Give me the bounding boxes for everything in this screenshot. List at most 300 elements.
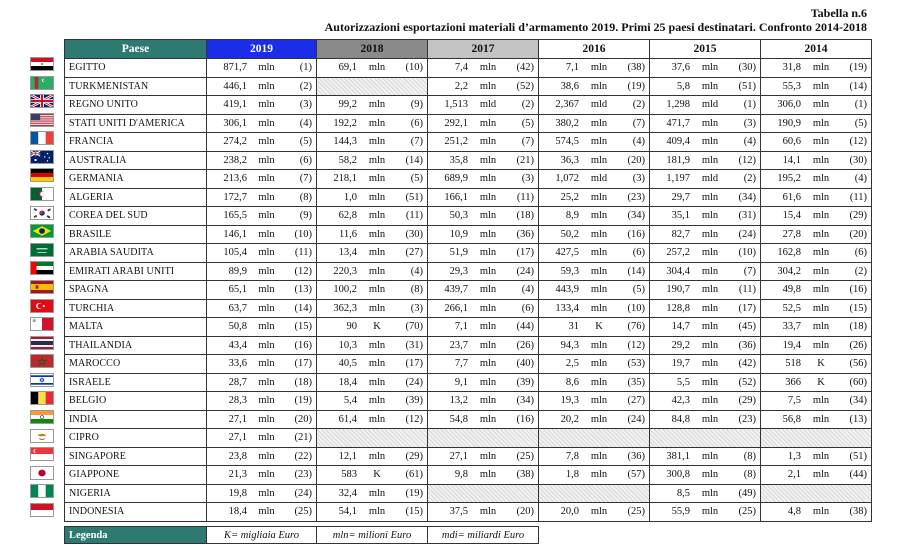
rank: (5) [521, 117, 534, 129]
value: 27,1 [228, 432, 247, 444]
value-cell-2015 [650, 392, 761, 411]
uk-flag [30, 94, 54, 108]
rank: (15) [849, 302, 867, 314]
unit: mln [590, 395, 608, 407]
value: 37,5 [449, 506, 468, 518]
rank: (20) [849, 228, 867, 240]
value-cell-2019 [207, 96, 317, 115]
value: 61,6 [782, 191, 801, 203]
country-name: ALGERIA [65, 188, 207, 207]
value-cell-2017 [428, 151, 539, 170]
value-cell-2016 [539, 151, 650, 170]
indonesia-flag [30, 503, 54, 517]
rank: (24) [738, 228, 756, 240]
header-year-2019: 2019 [207, 40, 317, 59]
uae-flag [30, 261, 54, 275]
value: 29,7 [671, 191, 690, 203]
value-cell-2014 [761, 447, 872, 466]
rank: (45) [738, 321, 756, 333]
value-cell-2014 [761, 114, 872, 133]
value-cell-2016 [539, 77, 650, 96]
empty-cell-2014 [761, 429, 872, 448]
rank: (25) [294, 506, 312, 518]
value: 11,6 [339, 228, 357, 240]
unit: mln [812, 136, 830, 148]
rank: (14) [405, 154, 423, 166]
unit: mln [701, 247, 719, 259]
value: 133,4 [555, 302, 579, 314]
value: 32,4 [338, 487, 357, 499]
value-cell-2016 [539, 170, 650, 189]
value-cell-2018 [317, 466, 428, 485]
value-cell-2016 [539, 59, 650, 78]
rank: (4) [299, 117, 312, 129]
unit: mln [258, 339, 275, 351]
unit: mld [590, 99, 608, 111]
value: 43,4 [228, 339, 247, 351]
value-cell-2015 [650, 114, 761, 133]
value: 54,1 [338, 506, 357, 518]
rank: (12) [405, 413, 423, 425]
value: 2,5 [565, 358, 579, 370]
rank: (25) [627, 506, 645, 518]
value: 90 [346, 321, 357, 333]
belgium-flag [30, 391, 54, 405]
value: 213,6 [223, 173, 247, 185]
value: 62,8 [338, 210, 357, 222]
value-cell-2019 [207, 373, 317, 392]
rank: (21) [516, 154, 534, 166]
value-cell-2015 [650, 262, 761, 281]
value: 40,5 [338, 358, 357, 370]
value: 50,2 [560, 228, 579, 240]
table-row [65, 244, 872, 263]
value: 8,5 [676, 487, 690, 499]
unit: mln [258, 321, 275, 333]
value: 192,2 [333, 117, 357, 129]
value: 7,1 [454, 321, 468, 333]
japan-flag [30, 466, 54, 480]
value: 166,1 [444, 191, 468, 203]
table-row [65, 114, 872, 133]
value: 146,1 [223, 228, 247, 240]
rank: (20) [627, 154, 645, 166]
value: 99,2 [338, 99, 357, 111]
value-cell-2015 [650, 96, 761, 115]
empty-cell-2016 [539, 429, 650, 448]
value-cell-2015 [650, 170, 761, 189]
rank: (19) [849, 62, 867, 74]
value: 94,3 [560, 339, 579, 351]
unit: mln [258, 191, 275, 203]
unit: mln [258, 117, 275, 129]
unit: mln [258, 80, 275, 92]
country-name: INDONESIA [65, 503, 207, 522]
value: 28,7 [228, 376, 247, 388]
value: 29,2 [671, 339, 690, 351]
value: 4,8 [787, 506, 801, 518]
value-cell-2019 [207, 114, 317, 133]
rank: (19) [405, 487, 423, 499]
unit: mln [701, 487, 719, 499]
rank: (34) [516, 395, 534, 407]
table-row [65, 355, 872, 374]
header-country: Paese [65, 40, 207, 59]
value-cell-2018 [317, 392, 428, 411]
unit: mln [479, 302, 497, 314]
value: 181,9 [666, 154, 690, 166]
unit: mln [812, 117, 830, 129]
value-cell-2019 [207, 188, 317, 207]
value-cell-2016 [539, 447, 650, 466]
value: 165,5 [223, 210, 247, 222]
rank: (38) [849, 506, 867, 518]
unit: mln [590, 469, 608, 481]
value-cell-2019 [207, 429, 317, 448]
value-cell-2015 [650, 133, 761, 152]
rank: (1) [743, 99, 756, 111]
unit: mln [701, 321, 719, 333]
unit: mln [479, 247, 497, 259]
unit: mld [590, 173, 608, 185]
value: 65,1 [228, 284, 247, 296]
rank: (31) [738, 210, 756, 222]
value-cell-2019 [207, 59, 317, 78]
unit: mln [701, 154, 719, 166]
country-name: SINGAPORE [65, 447, 207, 466]
value-cell-2015 [650, 318, 761, 337]
value-cell-2014 [761, 225, 872, 244]
turkey-flag [30, 299, 54, 313]
value: 306,1 [223, 117, 247, 129]
value-cell-2018 [317, 244, 428, 263]
table-row [65, 410, 872, 429]
empty-cell-2016 [539, 484, 650, 503]
unit: mln [368, 117, 386, 129]
rank: (26) [849, 339, 867, 351]
country-name: THAILANDIA [65, 336, 207, 355]
rank: (3) [632, 173, 645, 185]
value-cell-2017 [428, 114, 539, 133]
rank: (24) [294, 487, 312, 499]
unit: mln [479, 154, 497, 166]
value-cell-2015 [650, 503, 761, 522]
rank: (39) [516, 376, 534, 388]
value: 9,1 [454, 376, 468, 388]
value-cell-2019 [207, 503, 317, 522]
rank: (27) [627, 395, 645, 407]
rank: (7) [521, 136, 534, 148]
rank: (23) [738, 413, 756, 425]
value: 54,8 [449, 413, 468, 425]
rank: (2) [299, 80, 312, 92]
rank: (16) [627, 228, 645, 240]
value-cell-2016 [539, 466, 650, 485]
legend-table [64, 526, 539, 544]
rank: (53) [627, 358, 645, 370]
value-cell-2017 [428, 373, 539, 392]
value: 20,2 [560, 413, 579, 425]
saudi-arabia-flag [30, 243, 54, 257]
rank: (6) [854, 247, 867, 259]
unit: mln [812, 321, 830, 333]
unit: mln [258, 358, 275, 370]
unit: mln [701, 80, 719, 92]
value: 274,2 [223, 136, 247, 148]
unit: mln [479, 210, 497, 222]
rank: (34) [849, 395, 867, 407]
unit: mln [590, 117, 608, 129]
rank: (1) [854, 99, 867, 111]
unit: mln [368, 99, 386, 111]
rank: (5) [632, 284, 645, 296]
unit: mln [479, 265, 497, 277]
value: 362,3 [333, 302, 357, 314]
thailand-flag [30, 336, 54, 350]
value-cell-2014 [761, 262, 872, 281]
value: 35,1 [671, 210, 690, 222]
value-cell-2018 [317, 114, 428, 133]
value-cell-2015 [650, 151, 761, 170]
table-header-row [65, 40, 872, 59]
value-cell-2014 [761, 77, 872, 96]
unit: mln [368, 376, 386, 388]
value-cell-2015 [650, 410, 761, 429]
unit: mln [812, 228, 830, 240]
unit: mln [812, 154, 830, 166]
unit: mln [701, 339, 719, 351]
rank: (23) [294, 469, 312, 481]
table-row [65, 207, 872, 226]
unit: mln [479, 358, 497, 370]
rank: (31) [405, 339, 423, 351]
unit: mln [258, 395, 275, 407]
value-cell-2015 [650, 355, 761, 374]
empty-cell-2017 [428, 429, 539, 448]
value-cell-2018 [317, 262, 428, 281]
value: 2,1 [787, 469, 801, 481]
value: 574,5 [555, 136, 579, 148]
legend-title: Legenda [65, 527, 207, 544]
unit: mln [812, 395, 830, 407]
value: 50,3 [449, 210, 468, 222]
unit: mln [812, 469, 830, 481]
value-cell-2019 [207, 170, 317, 189]
value: 82,7 [671, 228, 690, 240]
value: 380,2 [555, 117, 579, 129]
rank: (52) [738, 376, 756, 388]
unit: mln [479, 117, 497, 129]
unit: mln [479, 284, 497, 296]
value-cell-2016 [539, 281, 650, 300]
rank: (19) [627, 80, 645, 92]
value: 583 [341, 469, 357, 481]
flag-column [30, 57, 54, 521]
rank: (6) [299, 154, 312, 166]
value-cell-2014 [761, 373, 872, 392]
rank: (24) [405, 376, 423, 388]
unit: mln [258, 376, 275, 388]
unit: mln [812, 413, 830, 425]
unit: mln [590, 506, 608, 518]
rank: (8) [743, 469, 756, 481]
rank: (17) [738, 302, 756, 314]
value-cell-2016 [539, 188, 650, 207]
rank: (8) [743, 450, 756, 462]
value-cell-2014 [761, 207, 872, 226]
value-cell-2017 [428, 262, 539, 281]
country-name: INDIA [65, 410, 207, 429]
israel-flag [30, 373, 54, 387]
unit: mln [258, 62, 275, 74]
country-name: REGNO UNITO [65, 96, 207, 115]
rank: (20) [294, 413, 312, 425]
unit: mln [590, 228, 608, 240]
unit: mln [590, 413, 608, 425]
rank: (14) [849, 80, 867, 92]
value: 31 [568, 321, 579, 333]
rank: (12) [294, 265, 312, 277]
rank: (7) [743, 265, 756, 277]
rank: (25) [516, 450, 534, 462]
unit: mln [368, 228, 386, 240]
value: 100,2 [333, 284, 357, 296]
rank: (1) [299, 62, 312, 74]
value: 220,3 [333, 265, 357, 277]
rank: (18) [849, 321, 867, 333]
rank: (51) [849, 450, 867, 462]
rank: (5) [299, 136, 312, 148]
value: 55,9 [671, 506, 690, 518]
value-cell-2019 [207, 77, 317, 96]
value: 15,4 [782, 210, 801, 222]
value: 23,7 [449, 339, 468, 351]
value: 7,7 [454, 358, 468, 370]
rank: (17) [516, 247, 534, 259]
value-cell-2015 [650, 484, 761, 503]
value: 7,5 [787, 395, 801, 407]
rank: (20) [516, 506, 534, 518]
unit: mln [258, 450, 275, 462]
legend-item-mln: mln= milioni Euro [317, 527, 428, 544]
value: 10,3 [338, 339, 357, 351]
rank: (4) [743, 136, 756, 148]
value: 446,1 [223, 80, 247, 92]
unit: mln [701, 136, 719, 148]
value-cell-2015 [650, 207, 761, 226]
rank: (51) [738, 80, 756, 92]
value-cell-2018 [317, 447, 428, 466]
value: 292,1 [444, 117, 468, 129]
unit: mln [701, 469, 719, 481]
value: 20,0 [560, 506, 579, 518]
value-cell-2014 [761, 281, 872, 300]
value-cell-2019 [207, 281, 317, 300]
rank: (34) [738, 191, 756, 203]
value-cell-2016 [539, 114, 650, 133]
unit: mln [368, 247, 386, 259]
value-cell-2015 [650, 188, 761, 207]
rank: (19) [294, 395, 312, 407]
nigeria-flag [30, 484, 54, 498]
unit: mln [479, 321, 497, 333]
unit: mln [590, 191, 608, 203]
header-year-2015: 2015 [650, 40, 761, 59]
unit: mln [812, 191, 830, 203]
table-row [65, 373, 872, 392]
unit: mln [258, 284, 275, 296]
country-name: ARABIA SAUDITA [65, 244, 207, 263]
value: 21,3 [228, 469, 247, 481]
value: 9,8 [454, 469, 468, 481]
country-name: BELGIO [65, 392, 207, 411]
unit: mln [368, 265, 386, 277]
rank: (21) [294, 432, 312, 444]
unit: K [595, 321, 603, 333]
value: 56,8 [782, 413, 801, 425]
value: 304,2 [777, 265, 801, 277]
value: 128,8 [666, 302, 690, 314]
value-cell-2016 [539, 355, 650, 374]
rank: (12) [738, 154, 756, 166]
rank: (18) [294, 376, 312, 388]
unit: mln [258, 413, 275, 425]
value: 38,6 [560, 80, 579, 92]
rank: (12) [627, 339, 645, 351]
value: 172,7 [223, 191, 247, 203]
table-row [65, 484, 872, 503]
value-cell-2016 [539, 318, 650, 337]
unit: mln [701, 117, 719, 129]
unit: mln [812, 339, 830, 351]
unit: mln [701, 506, 719, 518]
unit: mln [812, 284, 830, 296]
value: 29,3 [449, 265, 468, 277]
unit: mln [701, 284, 719, 296]
unit: K [817, 358, 825, 370]
value-cell-2014 [761, 151, 872, 170]
value-cell-2014 [761, 244, 872, 263]
unit: mln [368, 339, 386, 351]
rank: (11) [405, 210, 423, 222]
unit: mln [479, 395, 497, 407]
rank: (11) [516, 191, 534, 203]
unit: mln [590, 265, 608, 277]
country-name: STATI UNITI D'AMERICA [65, 114, 207, 133]
unit: mln [258, 136, 275, 148]
rank: (13) [849, 413, 867, 425]
table-row [65, 77, 872, 96]
unit: mln [590, 376, 608, 388]
unit: mln [368, 62, 386, 74]
germany-flag [30, 168, 54, 182]
table-row [65, 503, 872, 522]
unit: mln [368, 450, 386, 462]
value: 162,8 [777, 247, 801, 259]
unit: mln [812, 62, 830, 74]
value: 19,8 [228, 487, 247, 499]
value-cell-2019 [207, 225, 317, 244]
value-cell-2017 [428, 281, 539, 300]
value: 50,8 [228, 321, 247, 333]
value-cell-2017 [428, 466, 539, 485]
france-flag [30, 131, 54, 145]
rank: (3) [521, 173, 534, 185]
rank: (22) [294, 450, 312, 462]
value: 58,2 [338, 154, 357, 166]
value: 190,9 [777, 117, 801, 129]
value: 25,2 [560, 191, 579, 203]
